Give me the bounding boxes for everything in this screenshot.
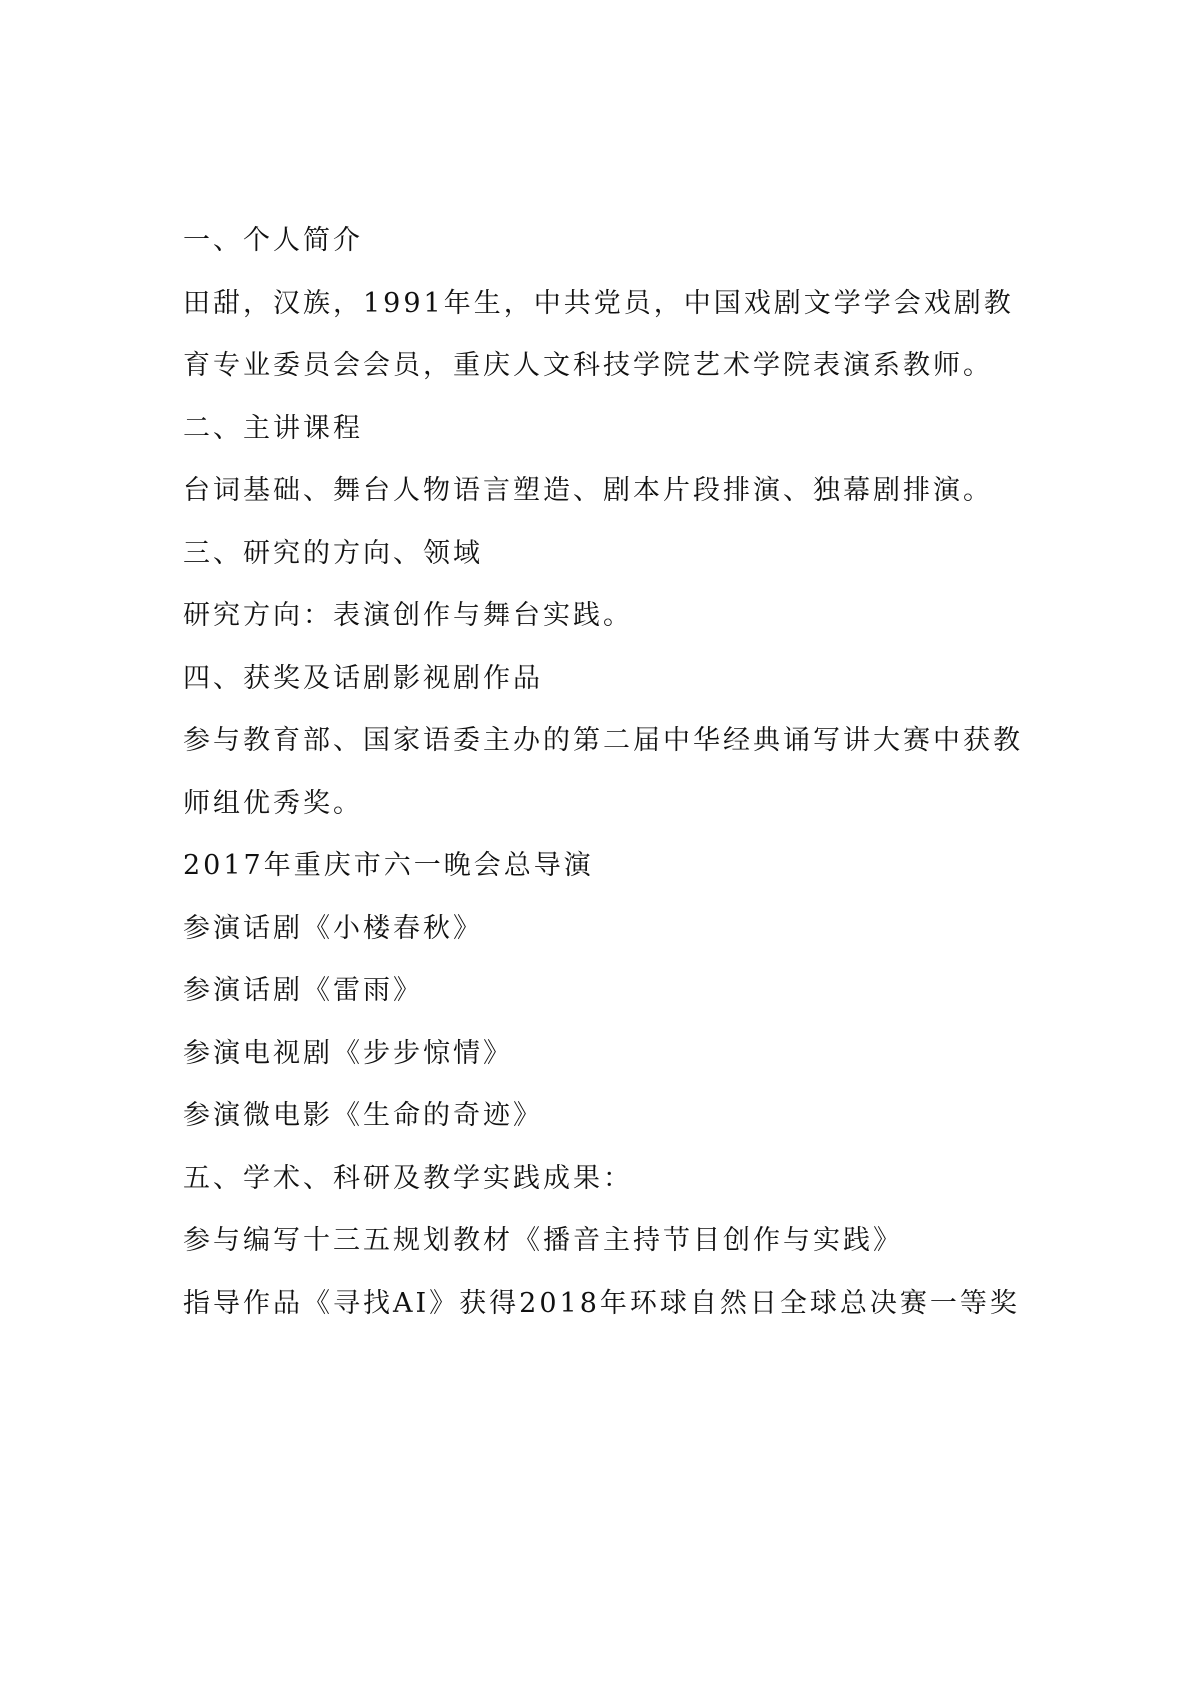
profile-text-line-2: 育专业委员会会员，重庆人文科技学院艺术学院表演系教师。 bbox=[183, 350, 993, 381]
work-item: 参演微电影《生命的奇迹》 bbox=[183, 1100, 543, 1131]
work-item: 参演电视剧《步步惊情》 bbox=[183, 1037, 513, 1069]
achievement-item: 指导作品《寻找AI》获得2018年环球自然日全球总决赛一等奖 bbox=[183, 1287, 1020, 1319]
document-body bbox=[183, 210, 1043, 1335]
courses-text: 台词基础、舞台人物语言塑造、剧本片段排演、独幕剧排演。 bbox=[183, 475, 993, 506]
section-heading-awards: 四、获奖及话剧影视剧作品 bbox=[183, 662, 543, 694]
award-text-line-2: 师组优秀奖。 bbox=[183, 787, 363, 819]
section-heading-profile: 一、个人简介 bbox=[183, 225, 363, 256]
work-item: 参演话剧《小楼春秋》 bbox=[183, 912, 483, 944]
award-text-line-1: 参与教育部、国家语委主办的第二届中华经典诵写讲大赛中获教 bbox=[183, 725, 1023, 756]
research-text: 研究方向：表演创作与舞台实践。 bbox=[183, 600, 633, 631]
work-item: 参演话剧《雷雨》 bbox=[183, 975, 423, 1006]
work-item: 2017年重庆市六一晚会总导演 bbox=[183, 850, 594, 881]
section-heading-courses: 二、主讲课程 bbox=[183, 412, 363, 444]
achievement-item: 参与编写十三五规划教材《播音主持节目创作与实践》 bbox=[183, 1225, 903, 1256]
section-heading-research: 三、研究的方向、领域 bbox=[183, 537, 483, 569]
section-heading-achievements: 五、学术、科研及教学实践成果： bbox=[183, 1162, 633, 1194]
profile-text-line-1: 田甜，汉族，1991年生，中共党员，中国戏剧文学学会戏剧教 bbox=[183, 287, 1014, 319]
